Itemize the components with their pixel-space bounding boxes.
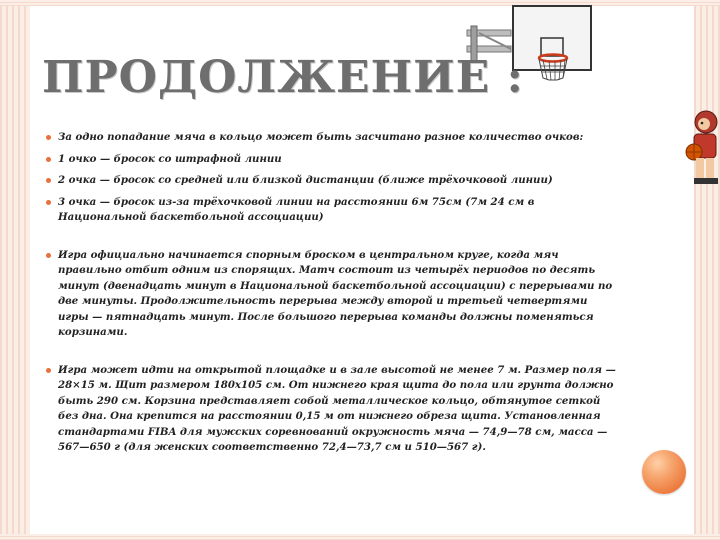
slide-frame-bottom [0, 534, 720, 540]
bullet-text: Игра официально начинается спорным броском в центральном круге, когда мяч правильно отбит одним из спорящих. Матч состоит из четырёх периодов по десять минут (двенадцать минут в Национальной баскетбольной ассоциации) с перерывами по две минуты. Продолжительность перерыва между второй и третьей четвертями игры — пятнадцать минут. После большого перерыва команды должны поменяться корзинами. [58, 248, 613, 338]
bullet-text: Игра может идти на открытой площадке и в зале высотой не менее 7 м. Размер поля — 28×15 м. Щит размером 180x105 см. От нижнего края щита до пола или грунта должно быть 290 см. Корзина представляет собой металлическое кольцо, обтянутое сеткой без дна. Она крепится на расстоянии 0,15 м от нижнего обреза щита. Установленная стандартами FIBA для мужских соревнований окружность мяча — 74,9—78 см, масса — 567—650 г (для женских соответственно 72,4—73,7 см и 510—567 г). [58, 363, 616, 453]
spacer [46, 232, 616, 248]
bullet-item [46, 152, 616, 168]
slide-content [46, 130, 616, 462]
bullet-marker-icon [46, 135, 51, 140]
bullet-item [46, 130, 616, 146]
slide-frame-left [0, 0, 30, 540]
bullet-item [46, 363, 616, 456]
bullet-item [46, 173, 616, 189]
bullet-text: За одно попадание мяча в кольцо может быть засчитано разное количество очков: [58, 131, 584, 143]
basketball-player-clipart [684, 108, 720, 188]
bullet-item [46, 248, 616, 341]
bullet-marker-icon [46, 178, 51, 183]
spacer [46, 347, 616, 363]
bullet-item [46, 195, 616, 226]
bullet-text: 1 очко — бросок со штрафной линии [58, 152, 282, 165]
bullet-text: 3 очка — бросок из-за трёхочковой линии на расстоянии 6м 75см (7м 24 см в Национальной баскетбольной ассоциации) [58, 195, 535, 223]
bullet-marker-icon [46, 157, 51, 162]
bullet-marker-icon [46, 200, 51, 205]
slide-title: ПРОДОЛЖЕНИЕ : [42, 52, 524, 103]
bullet-text: 2 очка — бросок со средней или близкой дистанции (ближе трёхочковой линии) [58, 174, 553, 186]
bullet-marker-icon [46, 253, 51, 258]
slide-frame-right [694, 0, 720, 540]
bullet-marker-icon [46, 368, 51, 373]
orange-ball-decoration [642, 450, 686, 494]
